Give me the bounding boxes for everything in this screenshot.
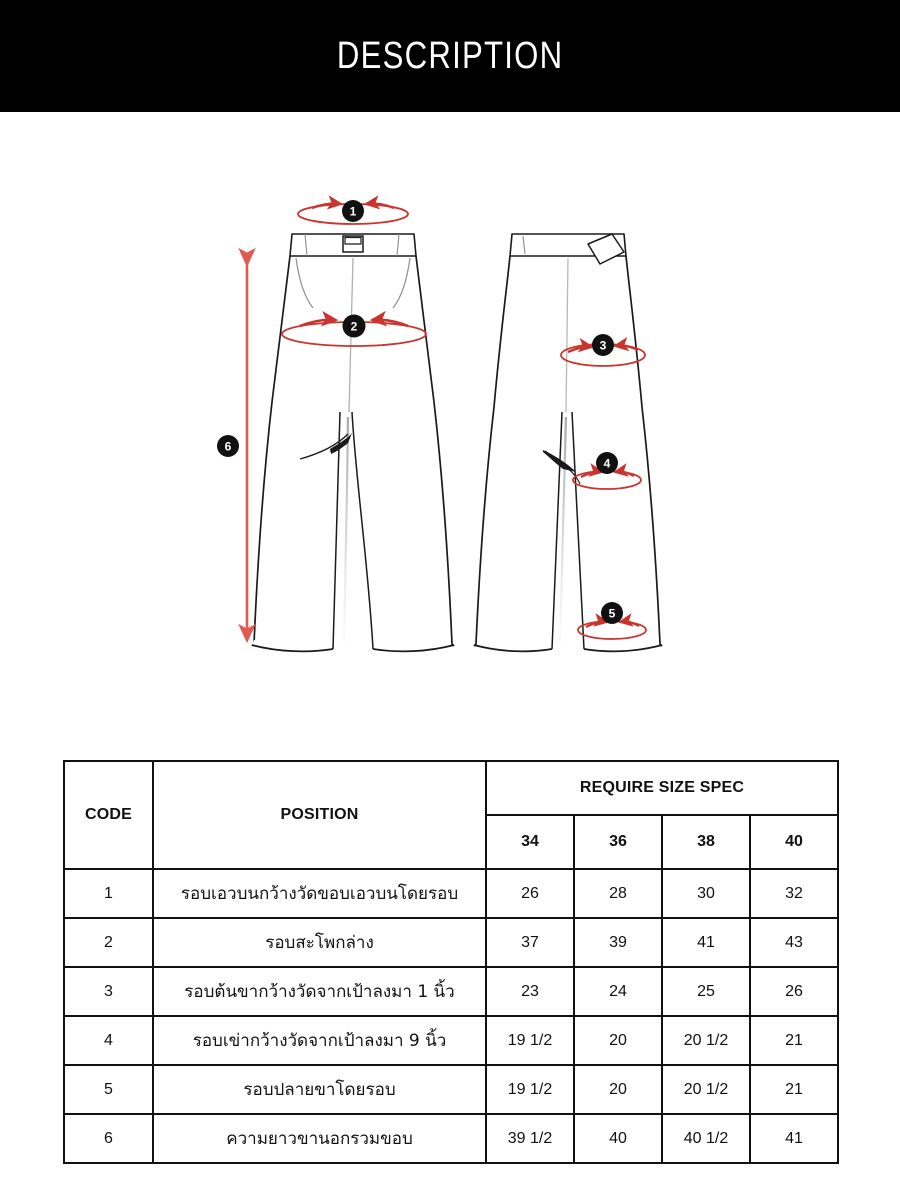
marker-1-label: 1 (349, 204, 357, 219)
cell-code: 1 (64, 869, 153, 918)
marker-1-annotation (298, 200, 408, 224)
front-view-group (252, 234, 454, 651)
cell-size-40: 26 (750, 967, 838, 1016)
cell-size-38: 40 1/2 (662, 1114, 750, 1163)
back-center-seam (566, 258, 568, 412)
front-pocket-left (296, 258, 313, 308)
marker-3-annotation (561, 334, 645, 366)
cell-position: รอบต้นขากว้างวัดจากเป้าลงมา 1 นิ้ว (153, 967, 486, 1016)
header-position: POSITION (153, 761, 486, 869)
table-row (64, 967, 838, 1016)
cell-size-38: 20 1/2 (662, 1016, 750, 1065)
table-row (64, 1065, 838, 1114)
front-button-detail (345, 238, 361, 245)
marker-6-annotation (217, 264, 247, 640)
marker-4-annotation (573, 452, 641, 489)
cell-position: รอบปลายขาโดยรอบ (153, 1065, 486, 1114)
cell-size-36: 20 (574, 1016, 662, 1065)
cell-size-38: 25 (662, 967, 750, 1016)
cell-size-34: 19 1/2 (486, 1016, 574, 1065)
cell-size-36: 20 (574, 1065, 662, 1114)
table-row (64, 1114, 838, 1163)
page-title: DESCRIPTION (336, 34, 564, 77)
table-body (64, 869, 838, 1163)
cell-position: รอบสะโพกล่าง (153, 918, 486, 967)
cell-size-36: 39 (574, 918, 662, 967)
marker-4-label: 4 (603, 456, 611, 471)
cell-position: รอบเอวบนกว้างวัดขอบเอวบนโดยรอบ (153, 869, 486, 918)
marker-5-annotation (578, 602, 646, 639)
cell-size-40: 41 (750, 1114, 838, 1163)
header-size-38: 38 (662, 815, 750, 869)
cell-size-34: 39 1/2 (486, 1114, 574, 1163)
table-head (64, 761, 838, 869)
front-leg-crease (344, 417, 348, 642)
cell-code: 5 (64, 1065, 153, 1114)
marker-2-label: 2 (350, 319, 358, 334)
table-header-row-1 (64, 761, 838, 815)
size-spec-table (63, 760, 839, 1164)
back-view-group (474, 234, 662, 651)
cell-size-38: 41 (662, 918, 750, 967)
cell-position: รอบเข่ากว้างวัดจากเป้าลงมา 9 นิ้ว (153, 1016, 486, 1065)
cell-size-38: 20 1/2 (662, 1065, 750, 1114)
table-row (64, 1016, 838, 1065)
front-pocket-right (393, 258, 410, 308)
marker-5-arrow-right (620, 622, 639, 626)
front-right-side-seam (416, 256, 454, 646)
marker-2-annotation (282, 315, 426, 347)
cell-size-40: 43 (750, 918, 838, 967)
header-size-34: 34 (486, 815, 574, 869)
cell-code: 3 (64, 967, 153, 1016)
size-spec-table-container (63, 760, 837, 1164)
back-right-hem (584, 645, 662, 651)
trousers-technical-drawing (0, 112, 900, 732)
cell-code: 4 (64, 1016, 153, 1065)
marker-3-arrow-right (615, 346, 638, 350)
measurement-diagram (0, 112, 900, 732)
header-size-40: 40 (750, 815, 838, 869)
cell-size-34: 37 (486, 918, 574, 967)
marker-6-label: 6 (224, 439, 232, 454)
cell-size-40: 21 (750, 1016, 838, 1065)
back-left-hem (474, 645, 552, 651)
cell-size-36: 28 (574, 869, 662, 918)
cell-size-34: 26 (486, 869, 574, 918)
back-right-side-seam (626, 256, 662, 646)
header-require-size-spec: REQUIRE SIZE SPEC (486, 761, 838, 815)
marker-4-arrow-right (615, 472, 634, 476)
front-right-hem (373, 645, 454, 651)
table-row (64, 918, 838, 967)
header-size-36: 36 (574, 815, 662, 869)
header-banner (0, 0, 900, 112)
cell-position: ความยาวขานอกรวมขอบ (153, 1114, 486, 1163)
header-code: CODE (64, 761, 153, 869)
cell-size-40: 21 (750, 1065, 838, 1114)
front-inseam-right (352, 412, 373, 649)
cell-code: 6 (64, 1114, 153, 1163)
marker-3-label: 3 (599, 338, 607, 353)
marker-5-label: 5 (608, 606, 616, 621)
cell-size-34: 23 (486, 967, 574, 1016)
cell-size-36: 24 (574, 967, 662, 1016)
cell-size-40: 32 (750, 869, 838, 918)
back-inseam-right (572, 412, 584, 649)
front-left-side-seam (252, 256, 290, 646)
cell-size-38: 30 (662, 869, 750, 918)
cell-size-34: 19 1/2 (486, 1065, 574, 1114)
back-left-side-seam (474, 256, 510, 646)
cell-code: 2 (64, 918, 153, 967)
cell-size-36: 40 (574, 1114, 662, 1163)
table-row (64, 869, 838, 918)
